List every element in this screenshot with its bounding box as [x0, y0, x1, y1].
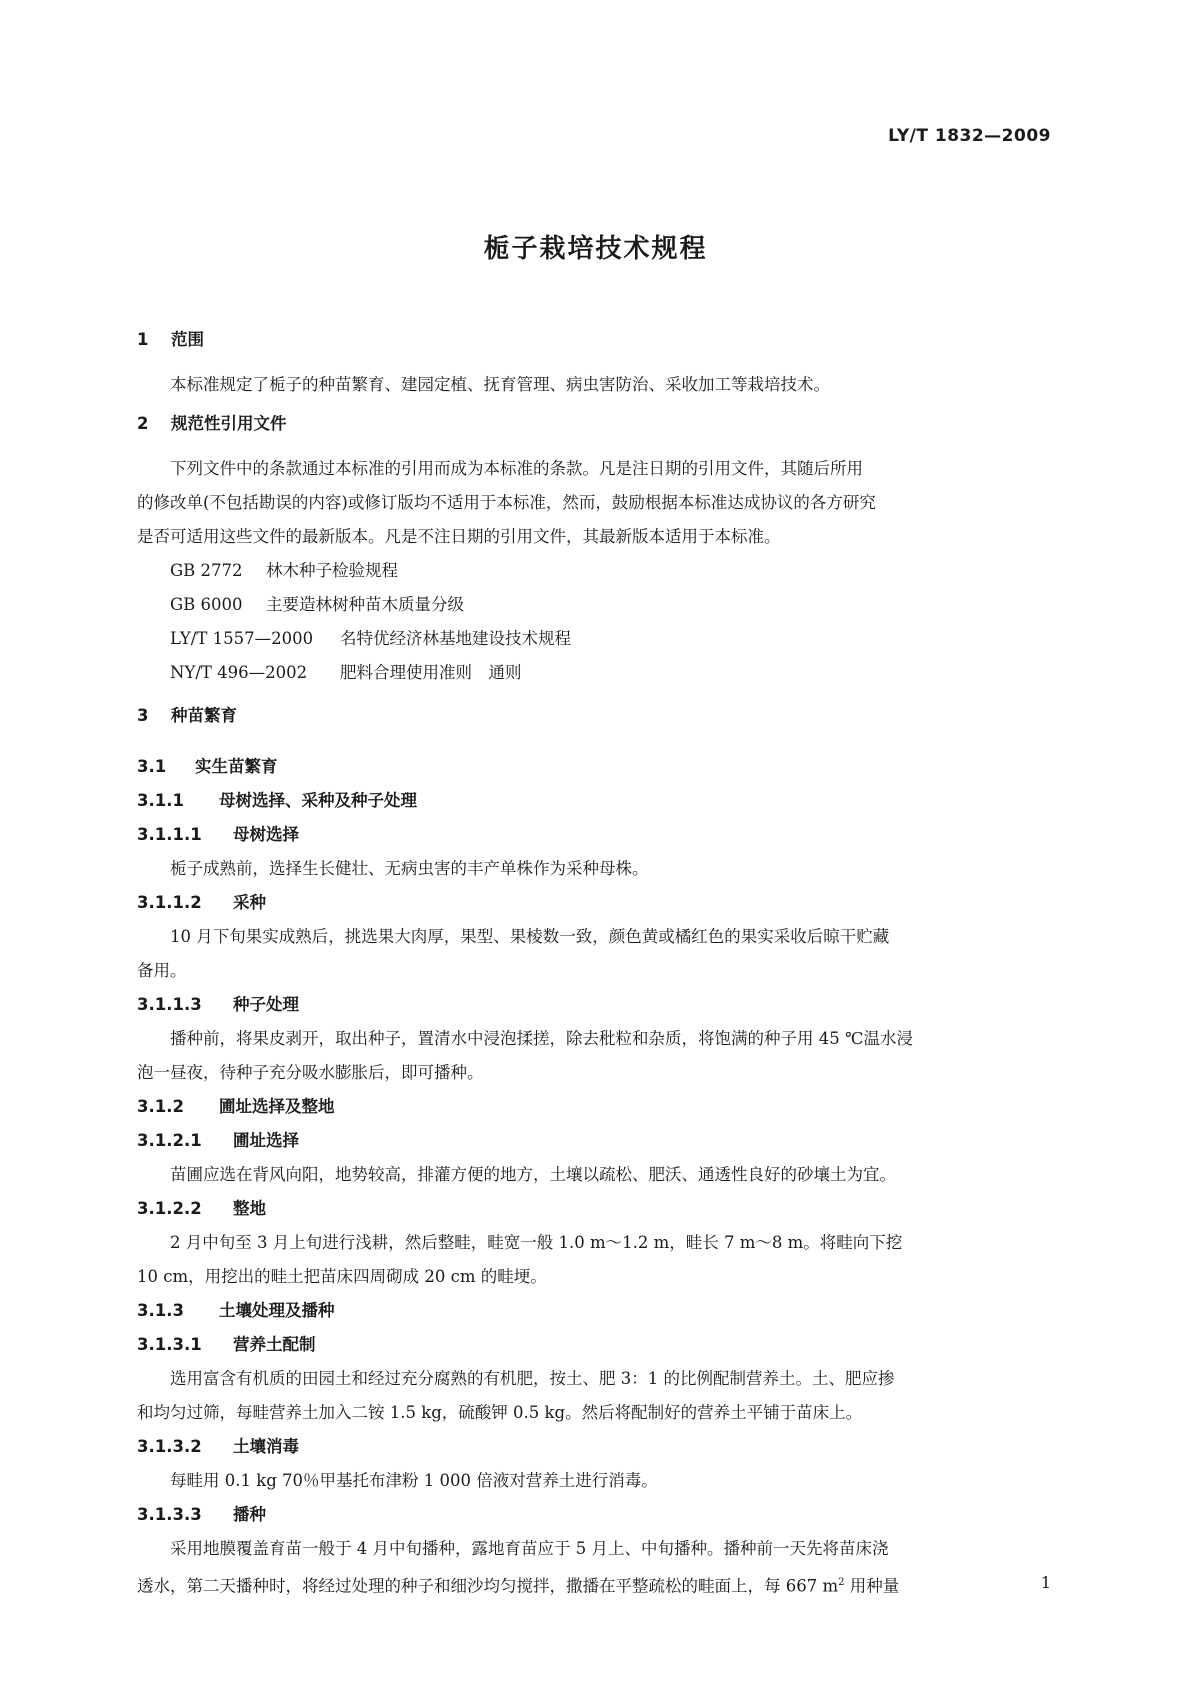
section-3-1-3-1-heading — [137, 1328, 1057, 1362]
document-body — [137, 328, 1057, 1604]
reference-code: GB 6000 — [170, 595, 243, 614]
document-title: 栀子栽培技术规程 — [483, 234, 708, 264]
section-3-1-heading — [137, 750, 1057, 784]
reference-name: 肥料合理使用准则 通则 — [340, 663, 522, 682]
reference-code: LY/T 1557—2000 — [170, 629, 314, 648]
paragraph-line: 是否可适用这些文件的最新版本。凡是不注日期的引用文件，其最新版本适用于本标准。 — [137, 527, 781, 546]
section-number: 3.1.2 — [137, 1097, 184, 1116]
section-1-text: 本标准规定了栀子的种苗繁育、建园定植、抚育管理、病虫害防治、采收加工等栽培技术。 — [170, 375, 830, 394]
section-3-1-1-3-heading — [137, 988, 1057, 1022]
standard-code: LY/T 1832—2009 — [888, 126, 1051, 146]
section-title: 母树选择、采种及种子处理 — [219, 791, 417, 810]
section-title: 圃址选择及整地 — [219, 1097, 335, 1116]
section-3-1-3-heading — [137, 1294, 1057, 1328]
section-2-heading — [137, 412, 1057, 436]
paragraph-line: 2 月中旬至 3 月上旬进行浅耕，然后整畦，畦宽一般 1.0 m～1.2 m，畦长 7 m～8 m。将畦向下挖 — [170, 1233, 903, 1252]
paragraph-line: 的修改单(不包括勘误的内容)或修订版均不适用于本标准，然而，鼓励根据本标准达成协议的各方研究 — [137, 493, 876, 512]
paragraph-line — [137, 1566, 1057, 1604]
section-3-1-2-1-text: 苗圃应选在背风向阳，地势较高，排灌方便的地方，土壤以疏松、肥沃、通透性良好的砂壤土为宜。 — [170, 1165, 896, 1184]
section-1-heading — [137, 328, 1057, 352]
section-title: 采种 — [233, 893, 266, 912]
section-3-1-1-heading — [137, 784, 1057, 818]
reference-item — [137, 622, 1057, 656]
section-3-1-3-3-heading — [137, 1498, 1057, 1532]
paragraph-line: 泡一昼夜，待种子充分吸水膨胀后，即可播种。 — [137, 1063, 484, 1082]
reference-item — [137, 656, 1057, 690]
text-fragment: 用种量 — [844, 1576, 900, 1596]
section-number: 3.1.2.1 — [137, 1131, 202, 1150]
section-title: 母树选择 — [233, 825, 299, 844]
section-3-1-3-2-heading — [137, 1430, 1057, 1464]
section-title: 规范性引用文件 — [171, 414, 287, 433]
paragraph-line: 播种前，将果皮剥开，取出种子，置清水中浸泡揉搓，除去秕粒和杂质，将饱满的种子用 45 ℃温水浸 — [170, 1029, 913, 1048]
section-3-1-2-heading — [137, 1090, 1057, 1124]
reference-name: 林木种子检验规程 — [266, 561, 398, 580]
section-title: 整地 — [233, 1199, 266, 1218]
page-number: 1 — [1040, 1573, 1051, 1592]
reference-item — [137, 554, 1057, 588]
section-number: 3.1.1.1 — [137, 825, 202, 844]
section-3-1-2-2-heading — [137, 1192, 1057, 1226]
section-title: 土壤消毒 — [233, 1437, 299, 1456]
paragraph-line: 选用富含有机质的田园土和经过充分腐熟的有机肥，按土、肥 3：1 的比例配制营养土。土、肥应掺 — [170, 1369, 895, 1388]
section-3-1-3-2-text: 每畦用 0.1 kg 70％甲基托布津粉 1 000 倍液对营养土进行消毒。 — [170, 1471, 658, 1490]
section-title: 实生苗繁育 — [195, 757, 278, 776]
paragraph-line: 10 月下旬果实成熟后，挑选果大肉厚，果型、果棱数一致，颜色黄或橘红色的果实采收后晾干贮藏 — [170, 927, 890, 946]
section-number: 3.1 — [137, 757, 167, 776]
paragraph-line: 下列文件中的条款通过本标准的引用而成为本标准的条款。凡是注日期的引用文件，其随后所用 — [170, 459, 863, 478]
paragraph-line: 10 cm，用挖出的畦土把苗床四周砌成 20 cm 的畦埂。 — [137, 1267, 547, 1286]
section-number: 3.1.1.2 — [137, 893, 202, 912]
section-3-heading — [137, 704, 1057, 728]
reference-item — [137, 588, 1057, 622]
section-title: 范围 — [171, 330, 204, 349]
section-3-1-1-1-text: 栀子成熟前，选择生长健壮、无病虫害的丰产单株作为采种母株。 — [170, 859, 649, 878]
section-title: 种子处理 — [233, 995, 299, 1014]
section-number: 3.1.3.1 — [137, 1335, 202, 1354]
reference-name: 主要造林树种苗木质量分级 — [266, 595, 464, 614]
section-title: 土壤处理及播种 — [219, 1301, 335, 1320]
section-number: 3.1.1.3 — [137, 995, 202, 1014]
section-number: 3.1.3 — [137, 1301, 184, 1320]
section-2-paragraph — [137, 452, 1057, 554]
section-number: 3.1.2.2 — [137, 1199, 202, 1218]
section-3-1-1-2-heading — [137, 886, 1057, 920]
section-number: 2 — [137, 414, 149, 433]
paragraph-line: 备用。 — [137, 961, 187, 980]
superscript: 2 — [838, 1577, 845, 1588]
paragraph-line: 和均匀过筛，每畦营养土加入二铵 1.5 kg，硫酸钾 0.5 kg。然后将配制好的营养土平铺于苗床上。 — [137, 1403, 863, 1422]
reference-code: NY/T 496—2002 — [170, 663, 308, 682]
section-number: 3 — [137, 706, 149, 725]
reference-code: GB 2772 — [170, 561, 243, 580]
section-3-1-1-1-heading — [137, 818, 1057, 852]
section-title: 种苗繁育 — [171, 706, 237, 725]
section-number: 3.1.1 — [137, 791, 184, 810]
section-number: 3.1.3.3 — [137, 1505, 202, 1524]
section-3-1-2-1-heading — [137, 1124, 1057, 1158]
section-title: 营养土配制 — [233, 1335, 316, 1354]
text-fragment: 透水，第二天播种时，将经过处理的种子和细沙均匀搅拌，撒播在平整疏松的畦面上，每 667 m — [137, 1576, 839, 1596]
section-number: 1 — [137, 330, 149, 349]
paragraph-line: 采用地膜覆盖育苗一般于 4 月中旬播种，露地育苗应于 5 月上、中旬播种。播种前一天先将苗床浇 — [170, 1539, 889, 1558]
reference-name: 名特优经济林基地建设技术规程 — [340, 629, 571, 648]
section-title: 播种 — [233, 1505, 266, 1524]
section-title: 圃址选择 — [233, 1131, 299, 1150]
section-number: 3.1.3.2 — [137, 1437, 202, 1456]
